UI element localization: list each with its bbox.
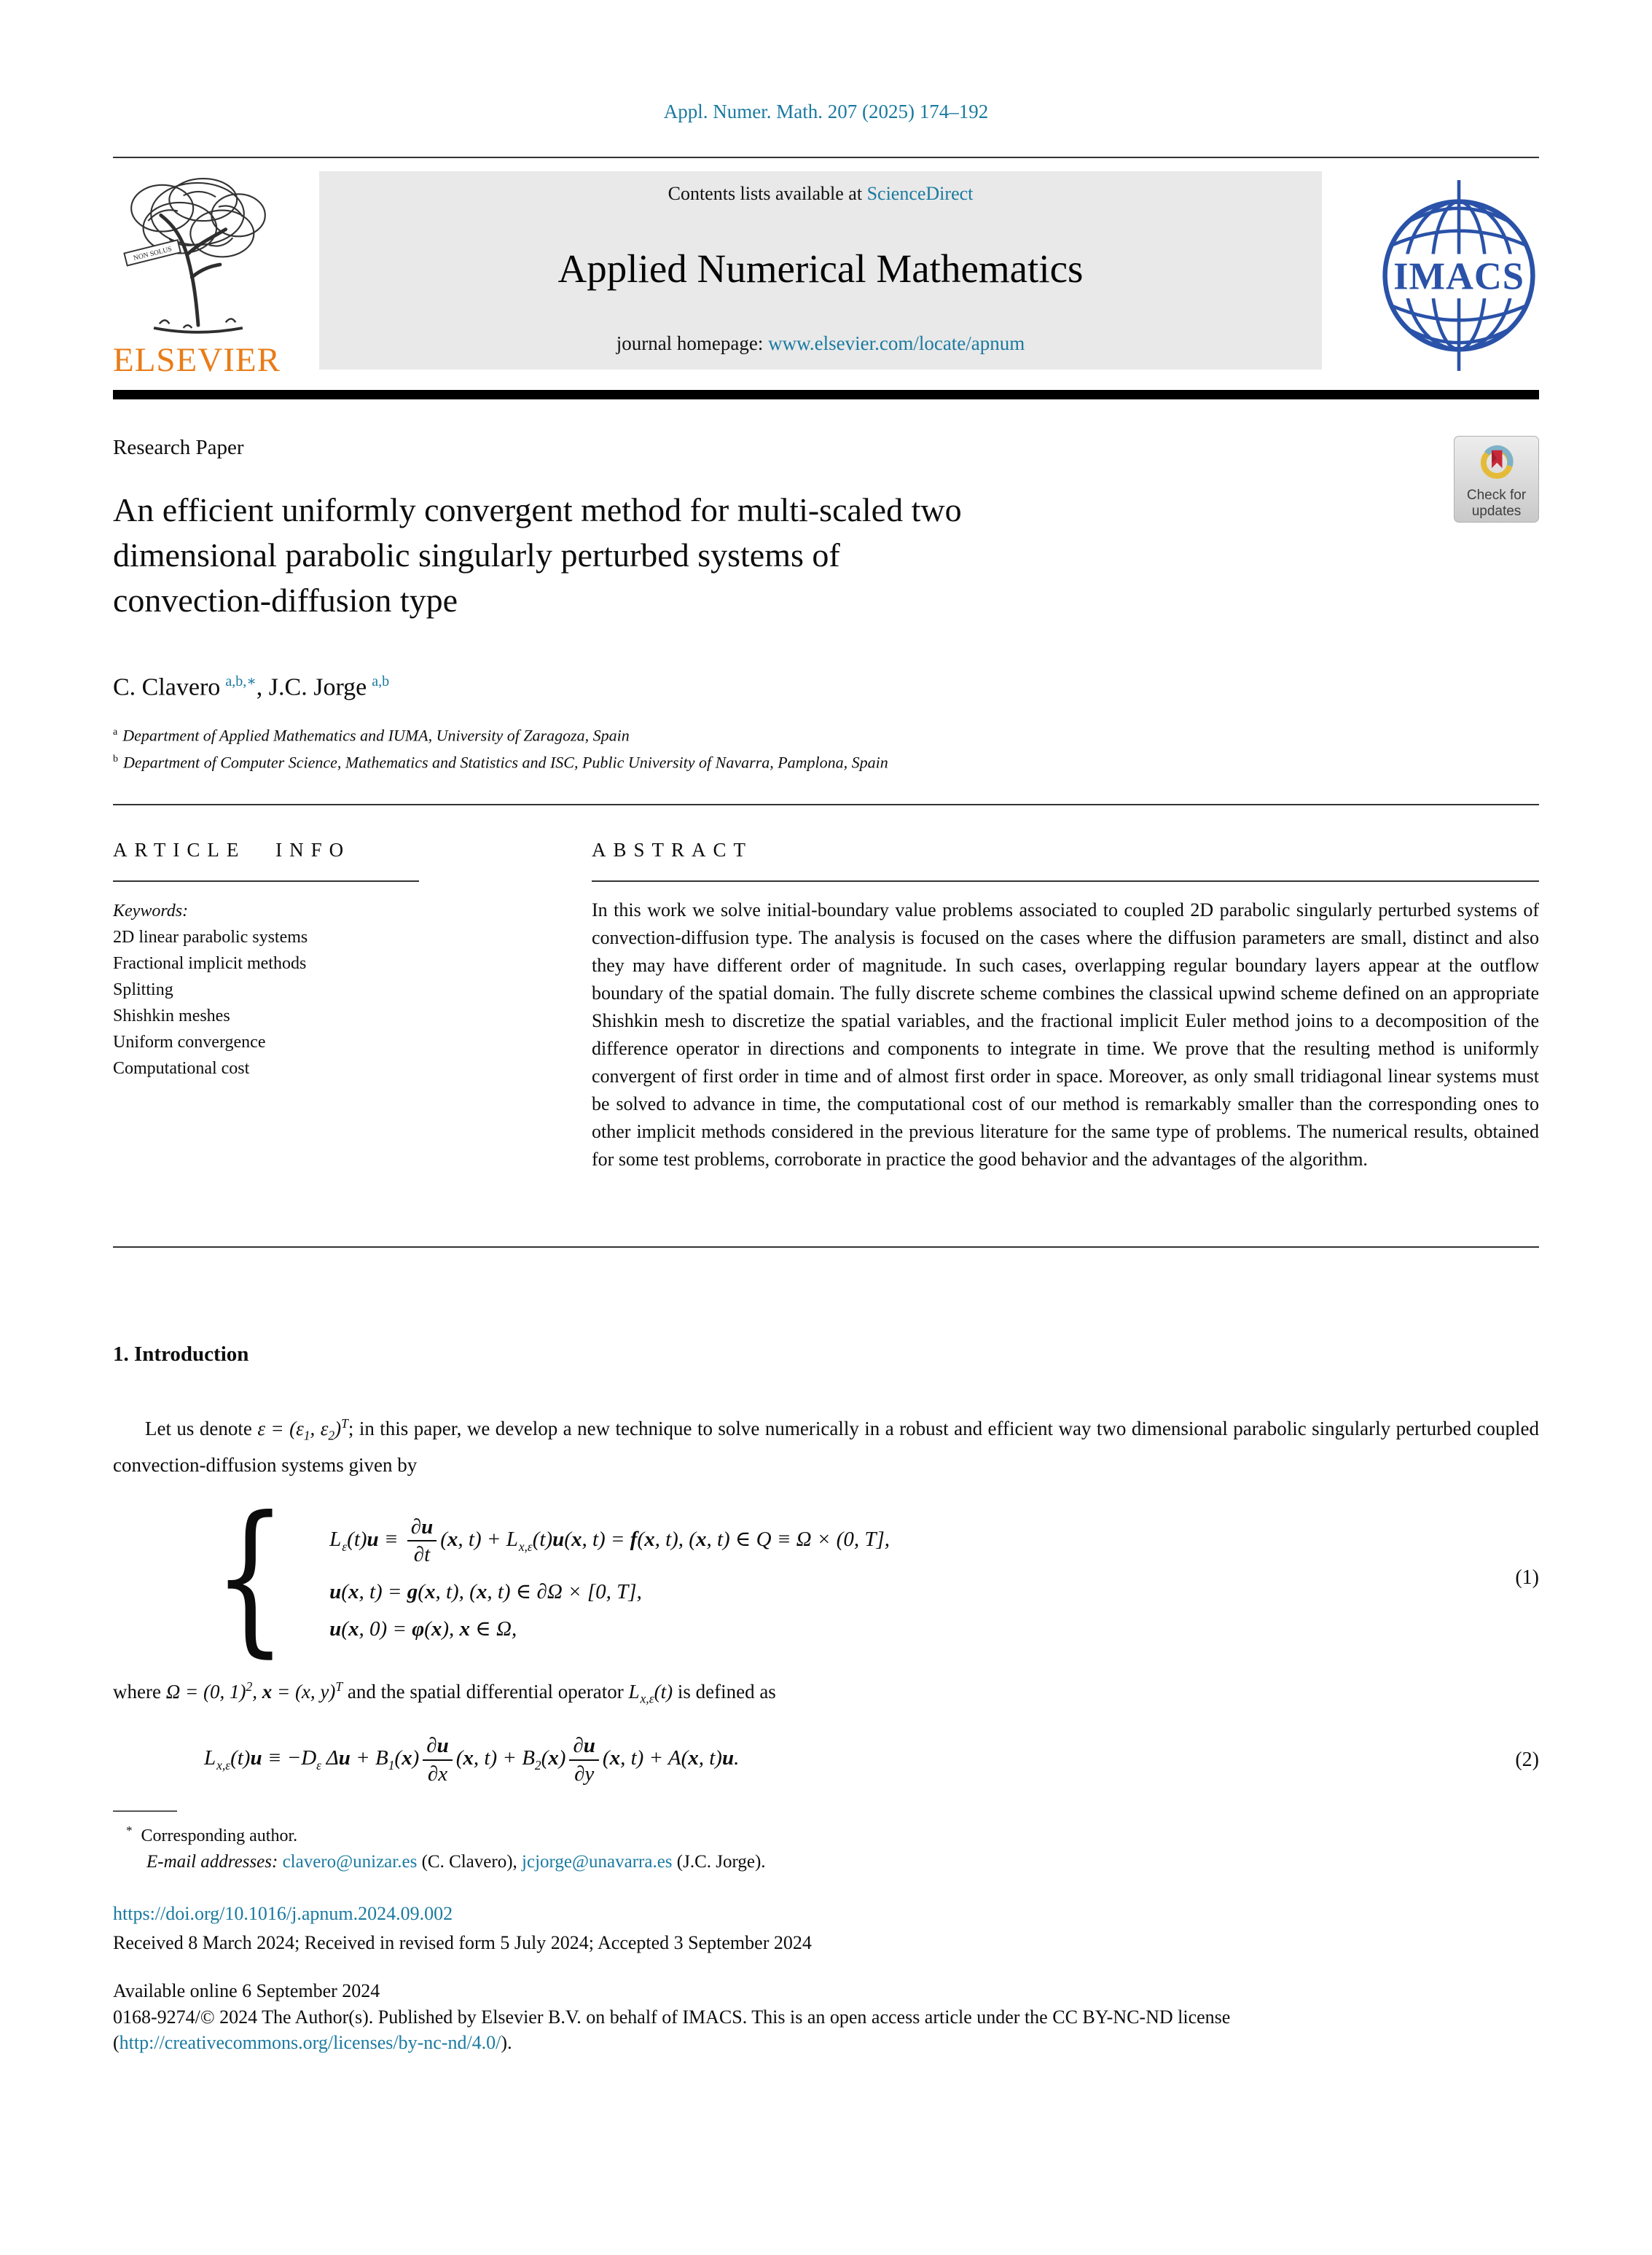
text-segment: u <box>329 1579 342 1603</box>
homepage-line <box>616 332 1025 355</box>
homepage-prefix: journal homepage: <box>616 332 769 354</box>
text-segment: T <box>341 1415 348 1431</box>
text-segment: ( <box>341 1579 348 1603</box>
equation-number: (1) <box>1515 1566 1539 1590</box>
text-segment: 2 <box>246 1678 253 1694</box>
info-abstract-section <box>113 839 1539 1173</box>
affiliations-block <box>113 720 1539 775</box>
check-updates-line2: updates <box>1471 504 1522 519</box>
equation-2 <box>204 1734 1539 1786</box>
text-segment: x <box>348 1579 359 1603</box>
text-segment: x <box>348 1617 359 1641</box>
text-segment: (t) <box>347 1527 367 1551</box>
text-segment: 1 <box>303 1428 310 1443</box>
text-segment: Δ <box>321 1746 339 1770</box>
check-updates-badge[interactable] <box>1454 436 1539 523</box>
text-segment: x <box>463 1746 474 1770</box>
text-segment: u <box>338 1746 351 1770</box>
text-segment: ( <box>455 1746 463 1770</box>
updates-ring-icon <box>1473 442 1520 486</box>
text-segment: x <box>695 1527 707 1551</box>
article-type-label: Research Paper <box>113 436 244 459</box>
authors-line <box>113 672 1539 701</box>
journal-banner <box>319 171 1322 370</box>
article-info-heading: ARTICLE INFO <box>113 838 351 861</box>
text-segment: u <box>552 1527 565 1551</box>
author-name: C. Clavero <box>113 673 221 701</box>
license-post: ). <box>501 2032 512 2054</box>
text-segment: x <box>609 1746 621 1770</box>
text-segment: ; in this paper, we develop a new technique to solve numerically in a robust and efficient way two dimensional parabolic singularly perturbed coupled convection-diffusion systems given by <box>113 1417 1539 1477</box>
keyword-item: Shishkin meshes <box>113 1006 230 1025</box>
text-segment: u <box>721 1746 735 1770</box>
elsevier-logo-block <box>113 171 319 380</box>
text-segment: (t) <box>532 1527 553 1551</box>
author-affiliation-sup: a,b,∗ <box>225 673 257 689</box>
footnote-divider <box>113 1810 177 1812</box>
text-segment: x <box>571 1527 582 1551</box>
text-segment: x <box>644 1527 655 1551</box>
imacs-logo-block <box>1379 171 1539 380</box>
elsevier-tree-icon <box>113 171 282 337</box>
abstract-column <box>592 839 1539 1173</box>
text-segment: x <box>262 1680 273 1703</box>
author-affiliation-sup: a,b <box>372 673 390 689</box>
abstract-heading: ABSTRACT <box>592 838 753 861</box>
text-segment: φ <box>412 1617 425 1641</box>
text-segment: (t) <box>230 1746 251 1770</box>
text-segment: , t) <box>698 1746 722 1770</box>
affiliation-text: Department of Computer Science, Mathematics and Statistics and ISC, Public University of Navarra, Pamplona, Spain <box>123 753 888 772</box>
text-segment: , <box>252 1680 262 1703</box>
keywords-label: Keywords: <box>113 901 189 921</box>
elsevier-ribbon-text: NON SOLUS <box>132 245 173 263</box>
text-segment: L <box>204 1746 217 1770</box>
copyright-line: 0168-9274/© 2024 The Author(s). Published by Elsevier B.V. on behalf of IMACS. This is an open access article under the CC BY-NC-ND license <box>113 2006 1231 2028</box>
affiliation-text: Department of Applied Mathematics and IUMA, University of Zaragoza, Spain <box>122 726 630 745</box>
text-segment: u <box>250 1746 262 1770</box>
author-name: J.C. Jorge <box>268 673 367 701</box>
footnote-marker: * <box>126 1824 133 1838</box>
available-online: Available online 6 September 2024 <box>113 1980 380 2002</box>
text-segment: $\frac{\partial u}{\partial t}$ <box>407 1515 437 1567</box>
text-segment: , t) ∈ ∂Ω × [0, T], <box>487 1579 642 1603</box>
doi-link[interactable]: https://doi.org/10.1016/j.apnum.2024.09.002 <box>113 1903 453 1925</box>
equation-line <box>329 1616 890 1641</box>
text-segment: T <box>335 1678 343 1694</box>
text-segment: L <box>329 1527 342 1551</box>
text-segment: x <box>476 1579 488 1603</box>
text-segment: , t) + B <box>473 1746 535 1770</box>
journal-header-band <box>113 171 1539 380</box>
text-segment: where <box>113 1680 166 1703</box>
text-segment: ε = (ε <box>257 1417 304 1439</box>
text-segment: ≡ −D <box>262 1746 317 1770</box>
equation-line <box>329 1515 890 1567</box>
text-segment: 2 <box>534 1758 541 1773</box>
text-segment: ( <box>418 1579 425 1603</box>
text-segment: ∈ Ω, <box>470 1617 517 1641</box>
text-segment: u <box>367 1527 379 1551</box>
paper-title-line: dimensional parabolic singularly perturbed systems of <box>113 536 840 574</box>
text-segment: + B <box>350 1746 388 1770</box>
intro-paragraph <box>113 1409 1539 1480</box>
text-segment: is defined as <box>673 1680 776 1703</box>
text-segment: (C. Clavero), <box>417 1852 522 1872</box>
text-segment: ), <box>442 1617 460 1641</box>
abstract-rule <box>592 880 1539 882</box>
text-segment: ≡ <box>378 1527 404 1551</box>
affiliation-marker: b <box>113 754 118 765</box>
license-pre: ( <box>113 2032 120 2054</box>
check-updates-text <box>1467 488 1526 520</box>
text-segment: $\frac{\partial u}{\partial x}$ <box>423 1734 452 1786</box>
section-rule <box>113 804 1539 805</box>
contents-line <box>668 183 974 205</box>
contents-prefix: Contents lists available at <box>668 183 867 204</box>
keywords-list <box>113 924 419 1082</box>
text-segment: x,ε <box>640 1691 654 1706</box>
affiliation-marker: a <box>113 727 118 738</box>
text-segment: ( <box>564 1527 571 1551</box>
text-segment: x <box>548 1746 559 1770</box>
text-segment: ( <box>440 1527 447 1551</box>
keyword-item: Uniform convergence <box>113 1032 266 1052</box>
text-segment: . <box>734 1746 740 1770</box>
text-segment: , 0) = <box>359 1617 412 1641</box>
text-segment: ε <box>316 1758 322 1773</box>
affiliation <box>113 747 1539 774</box>
text-segment: , t) = <box>582 1527 630 1551</box>
text-segment: x <box>431 1617 442 1641</box>
affiliation <box>113 720 1539 747</box>
text-segment: , ε <box>310 1417 329 1439</box>
text-segment: ( <box>602 1746 610 1770</box>
keyword-item: Computational cost <box>113 1058 250 1078</box>
text-segment: L <box>628 1680 641 1703</box>
text-segment: , t), ( <box>654 1527 696 1551</box>
black-divider-bar <box>113 390 1539 399</box>
text-segment: 2 <box>328 1428 335 1443</box>
journal-title: Applied Numerical Mathematics <box>557 246 1084 291</box>
text-segment: ( <box>637 1527 645 1551</box>
text-segment: Ω = (0, 1) <box>165 1680 246 1703</box>
title-column <box>113 436 962 646</box>
text-segment: f <box>630 1527 638 1551</box>
license-line <box>113 2032 1539 2054</box>
article-info-column <box>113 839 419 1173</box>
imacs-wordmark: IMACS <box>1393 255 1524 298</box>
equation-1-lines <box>329 1515 890 1641</box>
text-segment: x,ε <box>216 1758 231 1773</box>
where-paragraph <box>113 1672 1539 1713</box>
text-segment: , t), ( <box>435 1579 477 1603</box>
text-segment: , t) + A( <box>620 1746 689 1770</box>
equation-line <box>329 1579 890 1604</box>
received-dates: Received 8 March 2024; Received in revised form 5 July 2024; Accepted 3 September 2024 <box>113 1932 812 1954</box>
paper-title-line: An efficient uniformly convergent method for multi-scaled two <box>113 491 962 528</box>
text-segment: (J.C. Jorge). <box>672 1852 766 1872</box>
check-updates-line1: Check for <box>1466 488 1527 503</box>
text-segment: $\frac{\partial u}{\partial y}$ <box>569 1734 598 1786</box>
corresponding-author-text: Corresponding author. <box>141 1826 298 1846</box>
text-segment: x <box>424 1579 436 1603</box>
keyword-item: 2D linear parabolic systems <box>113 927 308 947</box>
text-segment: Let us denote <box>145 1417 258 1439</box>
text-segment: x,ε <box>518 1539 533 1554</box>
homepage-link[interactable]: www.elsevier.com/locate/apnum <box>768 332 1025 354</box>
email-addresses-line <box>113 1852 1539 1872</box>
text-segment: , t) ∈ Q ≡ Ω × (0, T], <box>706 1527 890 1551</box>
keyword-item: Splitting <box>113 980 173 999</box>
email-link-jorge[interactable]: jcjorge@unavarra.es <box>522 1852 673 1872</box>
text-segment: ( <box>424 1617 431 1641</box>
keyword-item: Fractional implicit methods <box>113 953 307 973</box>
text-segment: , t) + <box>458 1527 506 1551</box>
section-rule <box>113 1246 1539 1248</box>
imacs-globe-icon <box>1382 173 1536 378</box>
text-segment: x <box>459 1617 471 1641</box>
article-info-rule <box>113 880 419 882</box>
title-row <box>113 436 1539 646</box>
text-segment: and the spatial differential operator <box>342 1680 629 1703</box>
text-segment: ( <box>394 1746 402 1770</box>
equation-line <box>204 1734 740 1786</box>
text-segment: ) <box>558 1746 566 1770</box>
text-segment: ) <box>412 1746 420 1770</box>
text-segment: g <box>407 1579 418 1603</box>
elsevier-wordmark: ELSEVIER <box>113 341 281 379</box>
email-link-clavero[interactable]: clavero@unizar.es <box>282 1852 418 1872</box>
paper-title <box>113 488 962 623</box>
text-segment: ) <box>334 1417 342 1439</box>
author-separator: , <box>256 673 269 701</box>
text-segment: ( <box>541 1746 549 1770</box>
abstract-text: In this work we solve initial-boundary value problems associated to coupled 2D parabolic singularly perturbed systems of convection-diffusion type. The analysis is focused on the cases where the diffusion parameters are small, distinct and also they may have different order of magnitude. In such cases, overlapping regular boundary layers appear at the outflow boundary of the spatial domain. The fully discrete scheme combines the classical upwind scheme defined on an appropriate Shishkin mesh to discretize the spatial variables, and the fractional implicit Euler method joins to a decomposition of the difference operator in directions and components to integrate in time. We prove that the resulting method is uniformly convergent of first order in time and of almost first order in space. Moreover, as only small tridiagonal linear systems must be solved to advance in time, the computational cost of our method is remarkably smaller than the corresponding ones to other implicit methods considered in the previous literature for the same type of problems. The numerical results, obtained for some test problems, corroborate in practice the good behavior and the advantages of the algorithm. <box>592 899 1539 1170</box>
text-segment: , t) = <box>359 1579 407 1603</box>
corresponding-author-note <box>113 1824 1539 1846</box>
text-segment: = (x, y) <box>272 1680 336 1703</box>
text-segment: (t) <box>654 1680 673 1703</box>
text-segment: 1 <box>388 1758 395 1773</box>
equation-number: (2) <box>1515 1748 1539 1771</box>
text-segment: ε <box>342 1539 348 1554</box>
paper-title-line: convection-diffusion type <box>113 582 458 619</box>
license-link[interactable]: http://creativecommons.org/licenses/by-nc-nd/4.0/ <box>119 2032 501 2054</box>
text-segment: ( <box>341 1617 348 1641</box>
text-segment: x <box>447 1527 458 1551</box>
text-segment: u <box>329 1617 342 1641</box>
section-heading-introduction: 1. Introduction <box>113 1342 249 1366</box>
equation-brace: { <box>214 1482 287 1673</box>
equation-1 <box>214 1482 1539 1673</box>
text-segment: L <box>506 1527 519 1551</box>
journal-citation: Appl. Numer. Math. 207 (2025) 174–192 <box>663 101 989 122</box>
text-segment: x <box>402 1746 412 1770</box>
header-top-rule <box>113 157 1539 158</box>
sciencedirect-link[interactable]: ScienceDirect <box>866 183 974 204</box>
text-segment: E-mail addresses: <box>146 1852 278 1872</box>
text-segment: x <box>688 1746 699 1770</box>
